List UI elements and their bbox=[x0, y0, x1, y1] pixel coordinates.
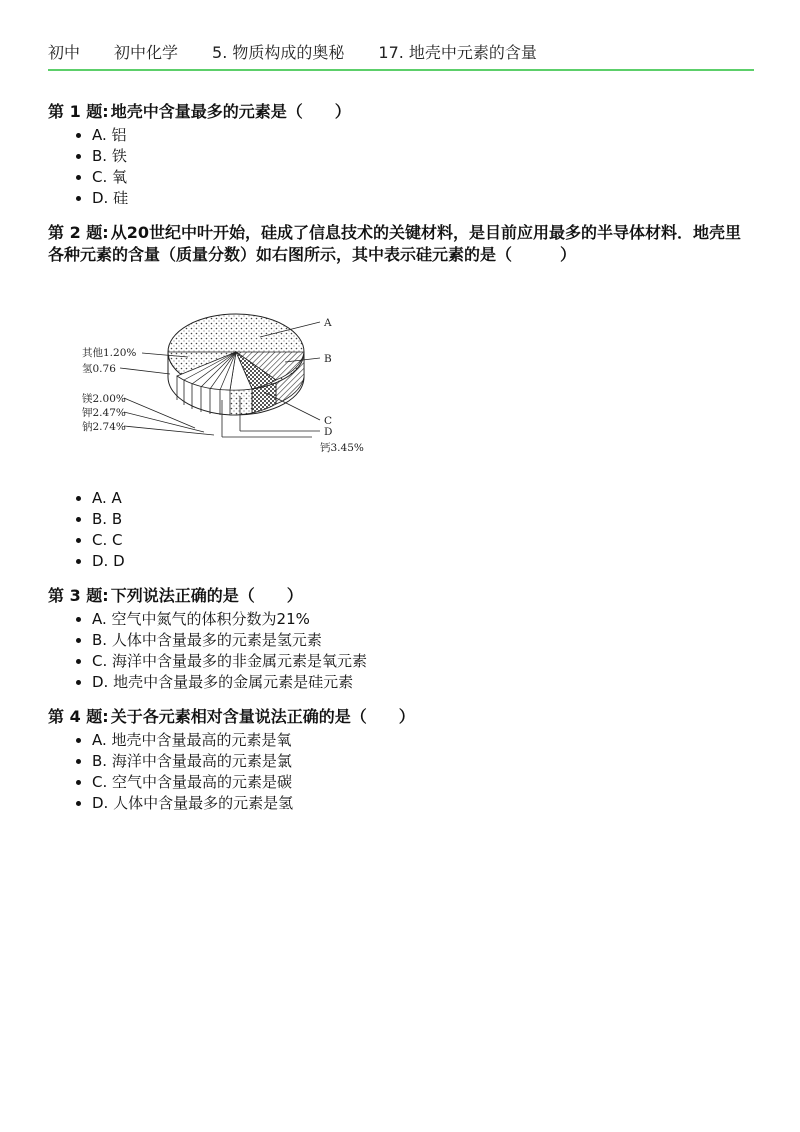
label-calcium: 钙3.45% bbox=[320, 442, 364, 454]
label-d: D bbox=[324, 426, 333, 438]
option-b[interactable]: • B. 海洋中含量最高的元素是氯 bbox=[92, 751, 754, 772]
option-list bbox=[48, 125, 754, 209]
question-number: 第 4 题: bbox=[48, 707, 109, 726]
option-b[interactable]: • B. 人体中含量最多的元素是氢元素 bbox=[92, 630, 754, 651]
question-1 bbox=[48, 101, 754, 209]
label-sodium: 钠2.74% bbox=[82, 421, 126, 433]
header-divider bbox=[48, 69, 754, 71]
question-text: 地壳中含量最多的元素是（ ） bbox=[110, 102, 351, 121]
breadcrumb bbox=[48, 40, 754, 63]
question-3 bbox=[48, 585, 754, 693]
breadcrumb-item[interactable]: 初中化学 bbox=[114, 43, 179, 62]
option-c[interactable]: • C. 空气中含量最高的元素是碳 bbox=[92, 772, 754, 793]
question-title bbox=[48, 585, 754, 607]
label-hydrogen: 氢0.76 bbox=[82, 363, 116, 375]
pie-side-segment-d bbox=[230, 389, 252, 415]
question-title bbox=[48, 706, 754, 728]
option-a[interactable]: • A. 地壳中含量最高的元素是氧 bbox=[92, 730, 754, 751]
question-4 bbox=[48, 706, 754, 814]
question-number: 第 1 题: bbox=[48, 102, 109, 121]
option-b[interactable]: • B. B bbox=[92, 509, 754, 530]
option-a[interactable]: • A. A bbox=[92, 488, 754, 509]
question-title bbox=[48, 222, 754, 266]
pie-chart-svg bbox=[80, 292, 380, 472]
option-c[interactable]: • C. 海洋中含量最多的非金属元素是氧元素 bbox=[92, 651, 754, 672]
option-c[interactable]: • C. C bbox=[92, 530, 754, 551]
label-c: C bbox=[324, 415, 333, 427]
question-title bbox=[48, 101, 754, 123]
label-b: B bbox=[324, 353, 332, 365]
question-number: 第 3 题: bbox=[48, 586, 109, 605]
breadcrumb-item[interactable]: 17. 地壳中元素的含量 bbox=[378, 43, 537, 62]
label-a: A bbox=[324, 317, 332, 329]
breadcrumb-item[interactable]: 5. 物质构成的奥秘 bbox=[212, 43, 345, 62]
option-b[interactable]: • B. 铁 bbox=[92, 146, 754, 167]
option-list bbox=[48, 609, 754, 693]
option-list bbox=[48, 488, 754, 572]
element-abundance-pie-figure bbox=[80, 292, 380, 472]
option-d[interactable]: • D. 硅 bbox=[92, 188, 754, 209]
question-text: 关于各元素相对含量说法正确的是（ ） bbox=[110, 707, 415, 726]
label-other: 其他1.20% bbox=[82, 347, 137, 359]
question-text: 从20世纪中叶开始，硅成了信息技术的关键材料，是目前应用最多的半导体材料．地壳里各种元素的含量（质量分数）如右图所示，其中表示硅元素的是（ ） bbox=[48, 223, 741, 264]
label-potassium: 钾2.47% bbox=[82, 407, 126, 419]
option-d[interactable]: • D. 人体中含量最多的元素是氢 bbox=[92, 793, 754, 814]
label-magnesium: 镁2.00% bbox=[82, 393, 126, 405]
breadcrumb-item[interactable]: 初中 bbox=[48, 43, 81, 62]
question-2 bbox=[48, 222, 754, 572]
question-list bbox=[48, 101, 754, 827]
option-a[interactable]: • A. 空气中氮气的体积分数为21% bbox=[92, 609, 754, 630]
option-list bbox=[48, 730, 754, 814]
option-a[interactable]: • A. 铝 bbox=[92, 125, 754, 146]
question-text: 下列说法正确的是（ ） bbox=[110, 586, 303, 605]
question-number: 第 2 题: bbox=[48, 223, 109, 242]
option-d[interactable]: • D. 地壳中含量最多的金属元素是硅元素 bbox=[92, 672, 754, 693]
option-c[interactable]: • C. 氧 bbox=[92, 167, 754, 188]
option-d[interactable]: • D. D bbox=[92, 551, 754, 572]
